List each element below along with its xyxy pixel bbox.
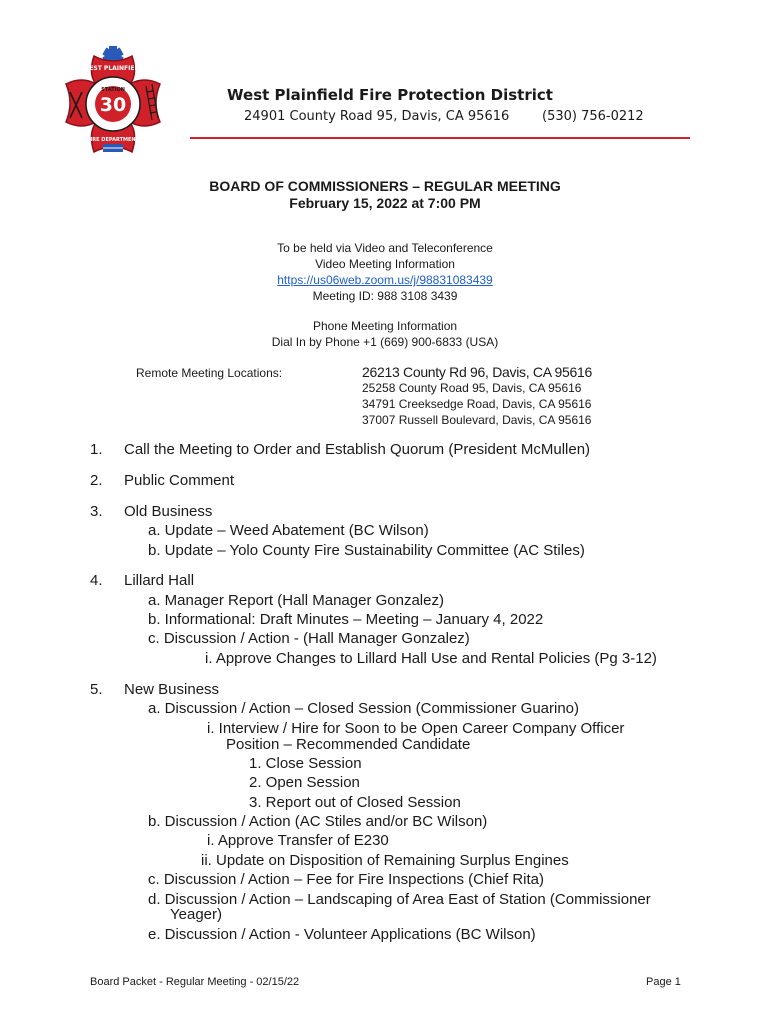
agenda-subitem: a. Update – Weed Abatement (BC Wilson) <box>148 522 429 539</box>
agenda-subitem: d. Discussion / Action – Landscaping of Area East of Station (Commissioner <box>148 891 651 908</box>
video-meeting-link[interactable]: https://us06web.zoom.us/j/98831083439 <box>277 273 493 287</box>
org-name: West Plainfield Fire Protection District <box>227 86 553 104</box>
remote-location: 34791 Creeksedge Road, Davis, CA 95616 <box>362 397 592 411</box>
agenda-subitem: b. Update – Yolo County Fire Sustainability Committee (AC Stiles) <box>148 542 585 559</box>
meeting-title: BOARD OF COMMISSIONERS – REGULAR MEETING <box>209 178 561 194</box>
agenda-subsubitem: i. Interview / Hire for Soon to be Open Career Company Officer <box>207 720 625 737</box>
agenda-subsubitem: i. Approve Transfer of E230 <box>207 832 389 849</box>
logo-middle-text: STATION <box>101 87 125 93</box>
remote-location: 25258 County Road 95, Davis, CA 95616 <box>362 381 582 395</box>
agenda-subitem: a. Manager Report (Hall Manager Gonzalez) <box>148 592 444 609</box>
agenda-subitem: c. Discussion / Action – Fee for Fire Inspections (Chief Rita) <box>148 871 544 888</box>
video-link-row <box>0 273 770 287</box>
agenda-item: Call the Meeting to Order and Establish Quorum (President McMullen) <box>124 441 591 458</box>
logo-bottom-text: FIRE DEPARTMENT <box>87 137 139 143</box>
agenda-subitem: e. Discussion / Action - Volunteer Applications (BC Wilson) <box>148 926 536 943</box>
agenda-item: Old Business <box>124 503 213 520</box>
remote-location: 37007 Russell Boulevard, Davis, CA 95616 <box>362 413 592 427</box>
agenda-subsubitem: i. Approve Changes to Lillard Hall Use and Rental Policies (Pg 3-12) <box>205 650 657 667</box>
remote-locations-label: Remote Meeting Locations: <box>136 366 283 380</box>
org-address: 24901 County Road 95, Davis, CA 95616 <box>244 109 510 124</box>
meeting-id: Meeting ID: 988 3108 3439 <box>312 289 458 303</box>
agenda-subitem: b. Discussion / Action (AC Stiles and/or BC Wilson) <box>148 813 488 830</box>
agenda-number: 1. <box>90 441 103 458</box>
agenda-number: 2. <box>90 472 103 489</box>
agenda-step: 3. Report out of Closed Session <box>249 794 461 811</box>
agenda-subitem-cont: Yeager) <box>170 906 222 923</box>
agenda-subitem: c. Discussion / Action - (Hall Manager Gonzalez) <box>148 630 470 647</box>
video-info-heading: Video Meeting Information <box>315 257 455 271</box>
agenda-subsubitem-cont: Position – Recommended Candidate <box>226 736 471 753</box>
agenda-subsubitem: ii. Update on Disposition of Remaining Surplus Engines <box>201 852 569 869</box>
agenda-step: 1. Close Session <box>249 755 362 772</box>
remote-location: 26213 County Rd 96, Davis, CA 95616 <box>362 364 592 380</box>
agenda-item: Lillard Hall <box>124 572 195 589</box>
agenda-item: New Business <box>124 681 220 698</box>
phone-info-heading: Phone Meeting Information <box>312 319 458 333</box>
fire-department-logo <box>60 44 166 162</box>
agenda-step: 2. Open Session <box>249 774 360 791</box>
page-number: Page 1 <box>646 976 681 988</box>
meeting-date: February 15, 2022 at 7:00 PM <box>289 195 481 211</box>
held-via-text: To be held via Video and Teleconference <box>277 241 493 255</box>
agenda-item: Public Comment <box>124 472 235 489</box>
logo-number: 30 <box>99 94 127 116</box>
dial-in-number: Dial In by Phone +1 (669) 900-6833 (USA) <box>271 335 499 349</box>
agenda-subitem: a. Discussion / Action – Closed Session (Commissioner Guarino) <box>148 700 580 717</box>
footer-left: Board Packet - Regular Meeting - 02/15/22 <box>90 976 300 988</box>
logo-top-text: WEST PLAINFIELD <box>82 65 144 72</box>
agenda-number: 3. <box>90 503 103 520</box>
agenda-number: 4. <box>90 572 103 589</box>
org-phone: (530) 756-0212 <box>542 109 644 124</box>
agenda-number: 5. <box>90 681 103 698</box>
header-divider <box>190 137 690 139</box>
agenda-subitem: b. Informational: Draft Minutes – Meeting – January 4, 2022 <box>148 611 544 628</box>
